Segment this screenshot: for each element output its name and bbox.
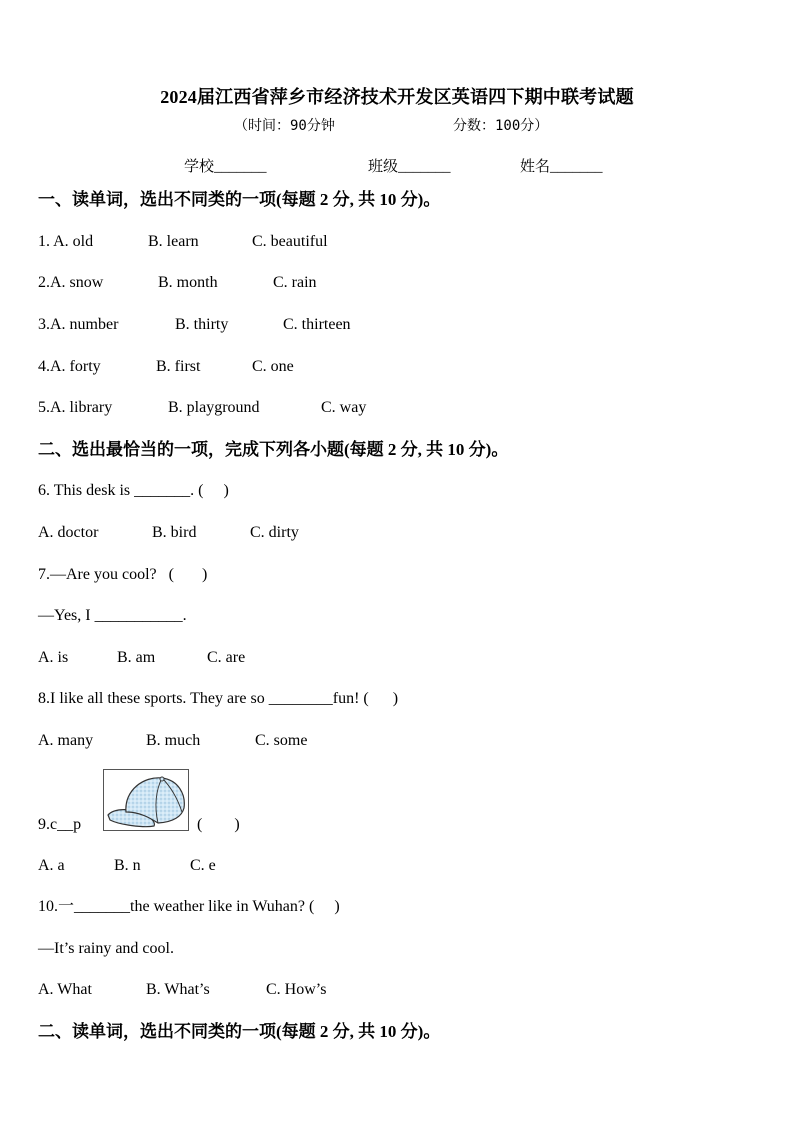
q9-option-c: C. e <box>190 857 216 874</box>
q2-option-a: 2.A. snow <box>38 274 104 291</box>
q10-answer: —It’s rainy and cool. <box>38 940 174 957</box>
q1-option-a: 1. A. old <box>38 233 94 250</box>
q8-option-b: B. much <box>146 732 201 749</box>
q10-option-b: B. What’s <box>146 981 210 998</box>
baseball-cap-image <box>103 769 189 831</box>
q5-option-b: B. playground <box>168 399 260 416</box>
q7-options <box>38 650 738 670</box>
q6-option-a: A. doctor <box>38 524 99 541</box>
q9-option-b: B. n <box>114 857 141 874</box>
q10-option-c: C. How’s <box>266 981 327 998</box>
q4-option-c: C. one <box>252 358 294 375</box>
q8-options <box>38 733 738 753</box>
q9-option-a: A. a <box>38 857 65 874</box>
q3-option-b: B. thirty <box>175 316 229 333</box>
question-8: 8.I like all these sports. They are so ________fun! ( ) <box>38 690 399 707</box>
q7-option-c: C. are <box>207 649 246 666</box>
q8-option-c: C. some <box>255 732 308 749</box>
question-1 <box>38 234 738 254</box>
q1-option-b: B. learn <box>148 233 199 250</box>
cap-icon <box>104 770 188 830</box>
school-field: 学校_______ <box>184 159 267 175</box>
q3-option-c: C. thirteen <box>283 316 351 333</box>
q3-option-a: 3.A. number <box>38 316 119 333</box>
question-2 <box>38 275 738 295</box>
q4-option-a: 4.A. forty <box>38 358 101 375</box>
q2-option-c: C. rain <box>273 274 317 291</box>
question-9-prefix: 9.c__p <box>38 816 82 833</box>
question-7: 7.—Are you cool? ( ) <box>38 566 208 583</box>
question-5 <box>38 400 738 420</box>
q7-answer: —Yes, I ___________. <box>38 607 187 624</box>
q6-option-b: B. bird <box>152 524 197 541</box>
q6-options <box>38 525 738 545</box>
question-4 <box>38 359 738 379</box>
class-field: 班级_______ <box>368 159 451 175</box>
q7-option-b: B. am <box>117 649 156 666</box>
q10-option-a: A. What <box>38 981 92 998</box>
question-3 <box>38 317 738 337</box>
name-field: 姓名_______ <box>520 159 603 175</box>
page-title: 2024届江西省萍乡市经济技术开发区英语四下期中联考试题 <box>160 87 634 107</box>
q10-options <box>38 982 738 1002</box>
score-info: 分数：100分） <box>453 118 549 134</box>
q5-option-a: 5.A. library <box>38 399 113 416</box>
q4-option-b: B. first <box>156 358 201 375</box>
q7-option-a: A. is <box>38 649 69 666</box>
q6-option-c: C. dirty <box>250 524 299 541</box>
question-10: 10.一_______the weather like in Wuhan? ( ) <box>38 898 340 915</box>
section1-heading: 一、读单词，选出不同类的一项(每题 2 分, 共 10 分)。 <box>38 190 441 209</box>
q1-option-c: C. beautiful <box>252 233 328 250</box>
section3-heading: 二、读单词，选出不同类的一项(每题 2 分, 共 10 分)。 <box>38 1022 441 1041</box>
q5-option-c: C. way <box>321 399 367 416</box>
q9-paren: ( ) <box>197 816 240 833</box>
q8-option-a: A. many <box>38 732 94 749</box>
time-info: （时间：90分钟 <box>234 118 335 134</box>
question-6: 6. This desk is _______. ( ) <box>38 482 229 499</box>
section2-heading: 二、选出最恰当的一项，完成下列各小题(每题 2 分, 共 10 分)。 <box>38 440 509 459</box>
q9-options <box>38 858 738 878</box>
q2-option-b: B. month <box>158 274 218 291</box>
